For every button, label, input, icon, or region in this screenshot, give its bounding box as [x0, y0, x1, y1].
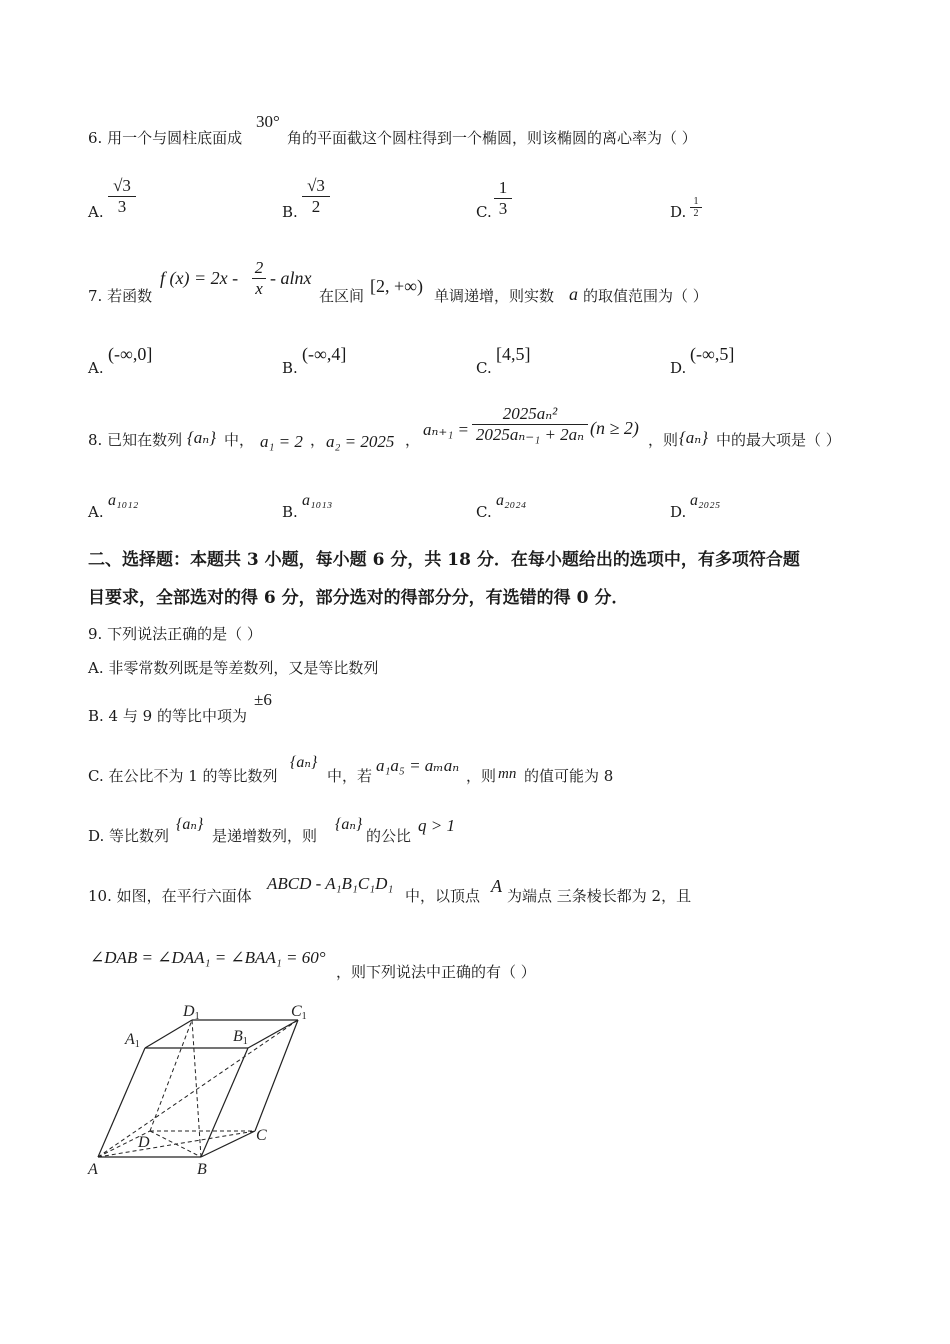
fraction-denominator: 2: [311, 197, 321, 216]
section-heading-line1: 二、选择题：本题共 3 小题，每小题 6 分，共 18 分．在每小题给出的选项中，有多项符合题: [88, 550, 800, 570]
q6-stem-part2: 角的平面截这个圆柱得到一个椭圆，则该椭圆的离心率为（ ）: [287, 129, 697, 147]
q10-vertex: A: [491, 876, 502, 896]
q10-stem-part1: 10. 如图，在平行六面体: [88, 887, 252, 905]
option-value: a₁₀₁₂: [108, 492, 139, 509]
label-B: B: [197, 1161, 207, 1178]
q10-solid: ABCD - A₁B₁C₁D₁: [267, 874, 394, 893]
q7-stem-part1: 7. 若函数: [88, 287, 153, 305]
option-value: (-∞,4]: [302, 344, 347, 364]
option-text: 中，若: [327, 767, 373, 785]
option-label: D.: [670, 203, 687, 221]
option-label: C.: [476, 203, 492, 221]
q8-a1: a₁ = 2: [260, 432, 303, 451]
q8-separator: ，: [310, 431, 326, 449]
option-text: ，则: [466, 767, 497, 785]
q8-sequence: {aₙ}: [187, 428, 216, 447]
q10-angles: ∠DAB = ∠DAA₁ = ∠BAA₁ = 60°: [90, 948, 326, 967]
q7-function-rhs: - alnx: [270, 268, 312, 288]
option-math: {aₙ}: [176, 816, 204, 833]
option-value: (-∞,5]: [690, 344, 735, 364]
q8-condition: (n ≥ 2): [590, 418, 639, 438]
option-math: a₁a₅ = aₘaₙ: [376, 756, 460, 775]
option-text: D. 等比数列: [88, 827, 170, 845]
option-math: mn: [498, 766, 517, 782]
q8-recurrence-fraction: [472, 404, 588, 445]
fraction-denominator: 2025aₙ₋₁ + 2aₙ: [475, 425, 585, 444]
option-label: A.: [88, 359, 104, 377]
q10-stem-part4: ，则下列说法中正确的有（ ）: [336, 963, 536, 981]
option-label: B.: [282, 203, 298, 221]
option-label: B.: [282, 503, 298, 521]
option-label: B.: [282, 359, 298, 377]
q8-stem-part3: ，则: [648, 431, 679, 449]
option-text: 的公比: [366, 827, 412, 845]
q8-sequence: {aₙ}: [679, 428, 708, 447]
label-D1: D1: [183, 1003, 200, 1022]
fraction-denominator: 3: [117, 197, 127, 216]
q9-option-a[interactable]: A. 非零常数列既是等差数列，又是等比数列: [88, 659, 379, 677]
fraction-numerator: 1: [498, 178, 508, 197]
q8-stem-part1: 8. 已知在数列: [88, 431, 183, 449]
parallelepiped-figure: [80, 995, 340, 1185]
q7-variable: a: [569, 284, 578, 304]
q7-function-fraction: [252, 258, 266, 299]
q7-stem-part3: 单调递增，则实数: [434, 287, 555, 305]
label-A: A: [88, 1161, 98, 1178]
option-value: (-∞,0]: [108, 344, 153, 364]
q8-separator: ，: [405, 431, 421, 449]
option-text: C. 在公比不为 1 的等比数列: [88, 767, 278, 785]
option-fraction: [302, 176, 330, 217]
q8-recurrence-lhs: aₙ₊₁ =: [423, 420, 469, 439]
label-B1: B1: [233, 1028, 248, 1047]
q7-interval: [2, +∞): [370, 276, 423, 296]
option-label: C.: [476, 503, 492, 521]
label-A1: A1: [125, 1031, 140, 1050]
label-D: D: [138, 1134, 150, 1151]
option-text: B. 4 与 9 的等比中项为: [88, 707, 247, 725]
q8-a2: a₂ = 2025: [326, 432, 395, 451]
option-fraction: [690, 196, 702, 219]
option-value: a₂₀₂₄: [496, 492, 527, 509]
option-label: D.: [670, 503, 687, 521]
fraction-numerator: √3: [113, 176, 131, 195]
option-label: A.: [88, 503, 104, 521]
fraction-numerator: 1: [693, 196, 699, 207]
option-fraction: [494, 178, 512, 219]
option-value: a₂₀₂₅: [690, 492, 721, 509]
fraction-numerator: √3: [307, 176, 325, 195]
option-label: D.: [670, 359, 687, 377]
section-heading-line2: 目要求，全部选对的得 6 分，部分选对的得部分分，有选错的得 0 分．: [88, 588, 629, 608]
fraction-denominator: x: [255, 279, 263, 298]
fraction-denominator: 2: [693, 208, 699, 219]
q8-stem-part4: 中的最大项是（ ）: [716, 431, 841, 449]
q7-stem-part2: 在区间: [319, 287, 365, 305]
option-math: q > 1: [418, 816, 455, 835]
option-value: a₁₀₁₃: [302, 492, 333, 509]
fraction-numerator: 2: [254, 258, 264, 277]
option-fraction: [108, 176, 136, 217]
option-text: 是递增数列，则: [212, 827, 318, 845]
option-label: C.: [476, 359, 492, 377]
fraction-denominator: 3: [498, 199, 508, 218]
option-label: A.: [88, 203, 104, 221]
fraction-numerator: 2025aₙ²: [502, 404, 558, 423]
q8-stem-part2: 中，: [224, 431, 255, 449]
q6-stem-part1: 6. 用一个与圆柱底面成: [88, 129, 243, 147]
option-math: {aₙ}: [290, 754, 318, 771]
option-value: [4,5]: [496, 344, 531, 364]
option-math: ±6: [254, 690, 272, 709]
q7-stem-part4: 的取值范围为（ ）: [583, 287, 708, 305]
q6-angle: 30°: [256, 112, 280, 131]
q7-function-lhs: f (x) = 2x -: [160, 268, 239, 288]
q10-stem-part2: 中，以顶点: [405, 887, 481, 905]
q10-stem-part3: 为端点 三条棱长都为 2，且: [507, 887, 692, 905]
option-text: 的值可能为 8: [524, 767, 614, 785]
label-C: C: [256, 1127, 267, 1144]
q9-stem: 9. 下列说法正确的是（ ）: [88, 625, 262, 643]
label-C1: C1: [291, 1003, 307, 1022]
option-math: {aₙ}: [335, 816, 363, 833]
